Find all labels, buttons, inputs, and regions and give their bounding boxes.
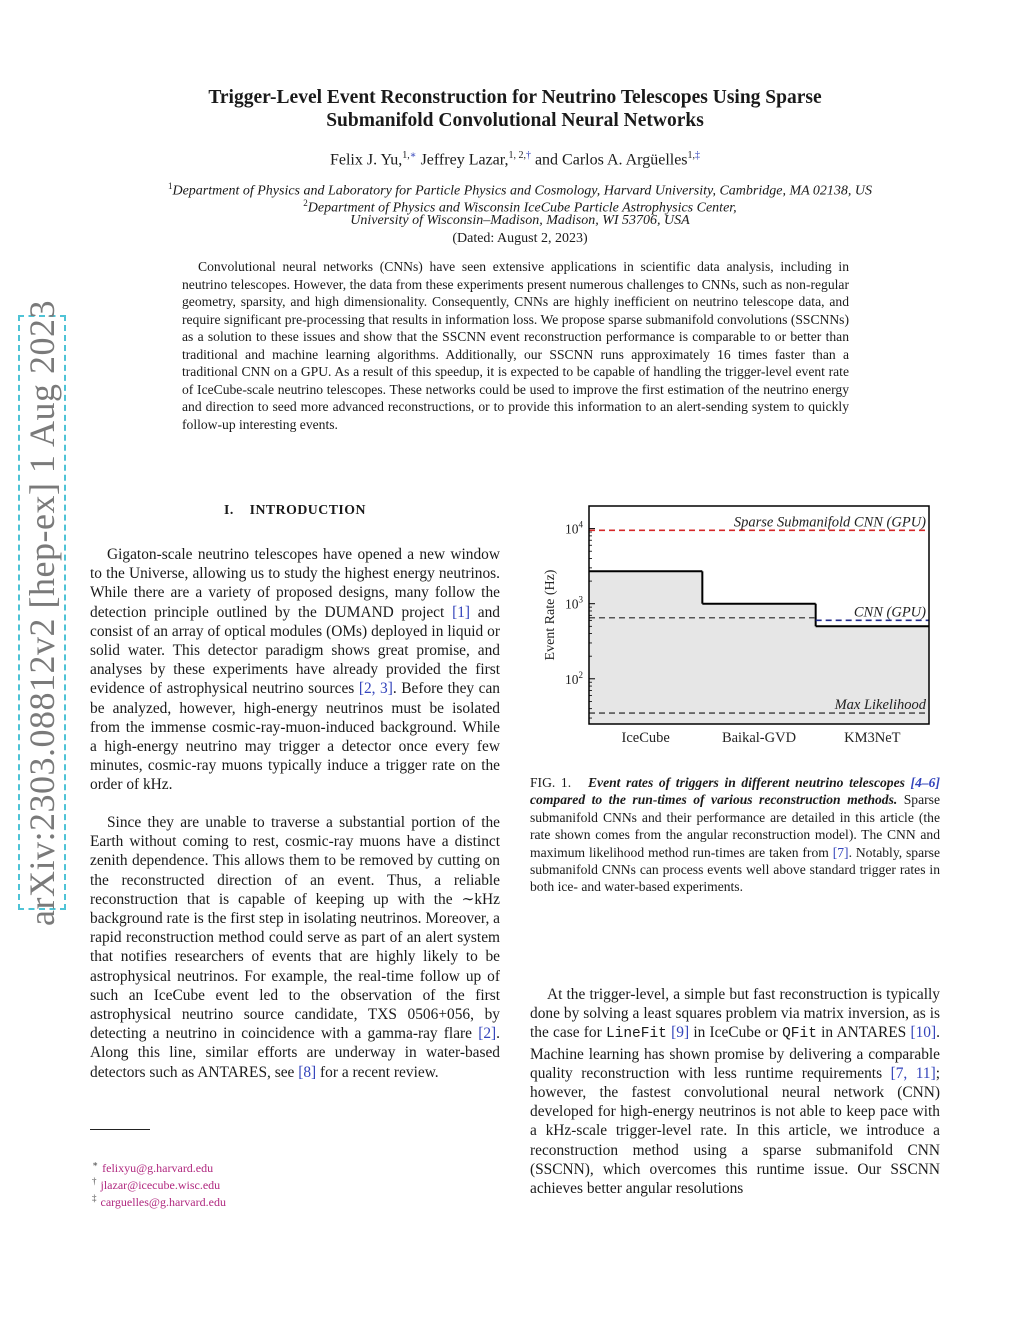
section-heading-text: I. INTRODUCTION bbox=[223, 502, 366, 517]
chart-svg bbox=[530, 498, 950, 758]
arxiv-id: arXiv:2303.08812v2 [hep-ex] 1 Aug 2023 bbox=[22, 299, 62, 926]
right-p1-text-d: in ANTARES bbox=[816, 1024, 911, 1042]
footnote-1 bbox=[92, 1159, 213, 1176]
caption-text-b: . Notably, sparse submanifold CNNs can process events well above standard trigger rates in both ice- and water-based experiments. bbox=[530, 844, 940, 895]
figure-1-caption bbox=[530, 774, 940, 896]
caption-bold-a: Event rates of triggers in different neutrino telescopes bbox=[587, 775, 911, 790]
code-linefit: LineFit bbox=[605, 1026, 667, 1043]
citation-link[interactable]: [9] bbox=[671, 1024, 690, 1042]
intro-paragraph-2 bbox=[90, 813, 500, 1082]
footnote-rule bbox=[90, 1129, 150, 1130]
right-p1-text-f: ; however, the fastest convolutional neural network (CNN) developed for high-energy neutrinos is not able to keep pace with a kHz-scale trigger-level rate. In this article, we introduce a reconstruction method using a sparse submanifold CNN (SSCNN), which overcomes this runtime issue. Our SSCNN achieves better angular resolutions bbox=[530, 1064, 940, 1198]
affiliation-1-text: Department of Physics and Laboratory for Particle Physics and Cosmology, Harvard University, Cambridge, MA 02138, US bbox=[172, 183, 873, 199]
intro-p2-text-b: . Along this line, similar efforts are underway in water-based detectors such as ANTARES, see bbox=[90, 1025, 500, 1081]
right-p1-text-a: At the trigger-level, a simple but fast reconstruction is typically done by solving a least squares problem via matrix inversion, as is the case for bbox=[530, 986, 940, 1042]
intro-p2-text-a: Since they are unable to traverse a substantial portion of the Earth without coming to rest, cosmic-ray muons have a distinct zenith dependence. This allows them to be removed by cutting on the reconstructed direction of an event. Thus, a reliable reconstruction that is capable of keeping up with the ∼kHz background rate is the first step in isolating neutrinos. Moreover, a rapid reconstruction method could serve as part of an alert system that notifies researchers of events that are highly likely to be astrophysical neutrinos. For example, the real-time follow up of such an IceCube event led to the observation of the first astrophysical neutrino source candidate, TXS 0506+056, by detecting a neutrino in coincidence with a gamma-ray flare bbox=[90, 814, 500, 1043]
figure-1-chart bbox=[530, 498, 950, 758]
author-2: Jeffrey Lazar, bbox=[416, 151, 509, 169]
footnote-3 bbox=[92, 1193, 226, 1210]
title-line-2: Submanifold Convolutional Neural Networks bbox=[326, 110, 704, 131]
intro-p1-text-c: . Before they can be analyzed, however, high-energy neutrinos must be isolated from the immense cosmic-ray-muon-induced background. While a high-energy neutrino may trigger a detector once every few minutes, cosmic-ray muons typically induce a trigger rate on the order of kHz. bbox=[90, 680, 501, 794]
reference-line-label: Max Likelihood bbox=[834, 697, 926, 714]
citation-link[interactable]: [8] bbox=[298, 1063, 317, 1081]
footnote-symbol: ‡ bbox=[92, 1193, 97, 1203]
reference-line-label: Sparse Submanifold CNN (GPU) bbox=[733, 514, 926, 531]
citation-link[interactable]: [10] bbox=[910, 1024, 937, 1042]
author-1-affil: 1, bbox=[402, 150, 410, 161]
x-tick-label-icecube: IceCube bbox=[621, 730, 670, 746]
author-list bbox=[100, 150, 930, 169]
code-qfit: QFit bbox=[782, 1026, 817, 1043]
intro-p1-text-a: Gigaton-scale neutrino telescopes have opened a new window to the Universe, allowing us to study the highest energy neutrinos. While there are a variety of proposed designs, many follow the detection principle outlined by the DUMAND project bbox=[90, 546, 500, 621]
caption-label: FIG. 1. bbox=[530, 775, 572, 790]
intro-p1-text-b: and consist of an array of optical modules (OMs) deployed in liquid or solid water. This detector paradigm shows great promise, and analyses by these experiments have already provided the first evidence of astrophysical neutrino sources bbox=[90, 603, 500, 698]
footnote-symbol: † bbox=[92, 1176, 97, 1186]
footnote-symbol: ∗ bbox=[92, 1159, 99, 1169]
author-2-footnote-link[interactable]: † bbox=[525, 150, 531, 161]
intro-p2-text-c: for a recent review. bbox=[316, 1063, 439, 1081]
citation-link[interactable]: [7, 11] bbox=[890, 1064, 936, 1082]
citation-link[interactable]: [4–6] bbox=[910, 775, 940, 790]
right-paragraph-1 bbox=[530, 985, 940, 1198]
right-p1-text-c: in IceCube or bbox=[689, 1024, 783, 1042]
author-3: and Carlos A. Argüelles bbox=[530, 151, 688, 169]
author-1: Felix J. Yu, bbox=[329, 151, 403, 169]
y-axis-label: Event Rate (Hz) bbox=[543, 569, 558, 661]
footnote-2 bbox=[92, 1176, 220, 1193]
x-tick-label-km3net: KM3NeT bbox=[844, 730, 901, 746]
title-line-1: Trigger-Level Event Reconstruction for Neutrino Telescopes Using Sparse bbox=[208, 87, 822, 108]
affiliation-2-cont: University of Wisconsin–Madison, Madison, WI 53706, USA bbox=[350, 213, 690, 228]
email-link[interactable]: jlazar@icecube.wisc.edu bbox=[100, 1178, 221, 1192]
right-p1-text-e: . Machine learning has shown promise by delivering a comparable quality reconstruction with less runtime requirements bbox=[530, 1024, 940, 1082]
date-line: (Dated: August 2, 2023) bbox=[452, 231, 588, 246]
citation-link[interactable]: [2] bbox=[478, 1025, 497, 1043]
y-tick-label: $10^3$ bbox=[565, 594, 583, 612]
citation-link[interactable]: [2, 3] bbox=[358, 680, 393, 698]
author-2-affil: 1, 2, bbox=[508, 150, 526, 161]
author-1-footnote-link[interactable]: ∗ bbox=[409, 150, 417, 161]
intro-paragraph-1 bbox=[90, 545, 500, 795]
citation-link[interactable]: [7] bbox=[832, 844, 849, 860]
caption-text-a: Sparse submanifold CNNs and their performance are detailed in this article (the rate shown comes from the angular reconstruction model). The CNN and maximum likelihood method run-times are taken from bbox=[530, 792, 940, 860]
arxiv-stamp bbox=[18, 299, 66, 926]
reference-line-label: CNN (GPU) bbox=[853, 604, 926, 621]
y-tick-label: $10^2$ bbox=[565, 669, 583, 687]
affiliation-2-number: 2 bbox=[303, 198, 308, 208]
author-3-affil: 1, bbox=[687, 150, 696, 161]
x-tick-label-baikal-gvd: Baikal-GVD bbox=[721, 730, 797, 746]
abstract: Convolutional neural networks (CNNs) have seen extensive applications in scientific data analysis, including in neutrino telescopes. However, the data from these experiments present numerous challenges to CNNs, such as non-regular geometry, sparsity, and high dimensionality. Consequently, CNNs are highly inefficient on neutrino telescope data, and require significant pre-processing that results in information loss. We propose sparse submanifold convolutions (SSCNNs) as a solution to these issues and show that the SSCNN event reconstruction performance is comparable to or better than traditional and machine learning algorithms. Additionally, our SSCNN runs approximately 16 times faster than a traditional CNN on a GPU. As a result of this speedup, it is expected to be capable of handling the trigger-level event rate of IceCube-scale neutrino telescopes. These networks could be used to improve the first estimation of the neutrino energy and direction to seed more advanced reconstructions, or to provide this information to an alert-sending system to quickly follow-up interesting events. bbox=[182, 259, 849, 432]
citation-link[interactable]: [1] bbox=[452, 603, 471, 621]
caption-bold-b: compared to the run-times of various reconstruction methods. bbox=[530, 792, 898, 808]
author-3-footnote-link[interactable]: ‡ bbox=[695, 150, 701, 161]
y-tick-label: $10^4$ bbox=[565, 519, 583, 537]
paper-title bbox=[120, 86, 910, 132]
section-heading bbox=[90, 502, 500, 518]
affiliation-2-text: Department of Physics and Wisconsin IceCube Particle Astrophysics Center, bbox=[307, 200, 737, 216]
email-link[interactable]: carguelles@g.harvard.edu bbox=[100, 1195, 226, 1209]
email-link[interactable]: felixyu@g.harvard.edu bbox=[102, 1161, 214, 1175]
affiliation-1-number: 1 bbox=[167, 181, 173, 191]
